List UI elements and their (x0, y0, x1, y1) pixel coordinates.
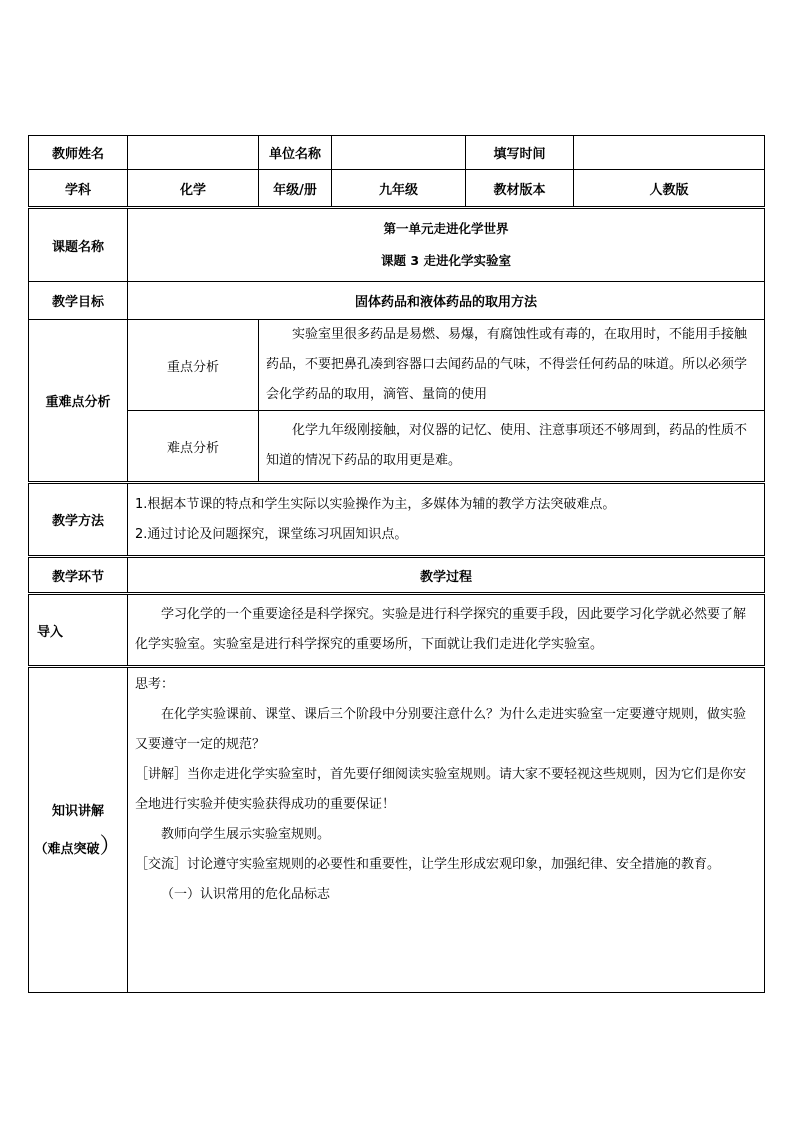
intro-paragraph: 学习化学的一个重要途径是科学探究。实验是进行科学探究的重要手段，因此要学习化学就必然要了解化学实验室。实验室是进行科学探究的重要场所，下面就让我们走进化学实验室。 (135, 607, 747, 652)
intro-value (128, 594, 765, 667)
topic-unit-title: 第一单元走进化学世界 (383, 221, 509, 236)
unit-name-label: 单位名称 (259, 136, 332, 170)
teacher-name-label: 教师姓名 (29, 136, 128, 170)
process-step-label: 教学环节 (29, 557, 128, 594)
knowledge-sublabel-close: ） (99, 834, 122, 859)
intro-label: 导入 (29, 594, 128, 667)
topic-lesson-title: 课题 3 走进化学实验室 (381, 253, 511, 268)
unit-name-value (332, 136, 466, 170)
objective-row (29, 282, 765, 320)
topic-value (128, 208, 765, 282)
method-item-2: 2.通过讨论及问题探究，课堂练习巩固知识点。 (135, 526, 408, 542)
difficult-point-text (259, 411, 765, 483)
intro-row (29, 594, 765, 667)
difficult-point-paragraph: 化学九年级刚接触，对仪器的记忆、使用、注意事项还不够周到，药品的性质不知道的情况下药品的取用更是难。 (266, 423, 748, 468)
think-question: 在化学实验课前、课堂、课后三个阶段中分别要注意什么？为什么走进实验室一定要遵守规则，做实验又要遵守一定的规范？ (135, 707, 747, 752)
objective-value: 固体药品和液体药品的取用方法 (128, 282, 765, 320)
knowledge-content (128, 667, 765, 993)
teacher-name-value (128, 136, 259, 170)
explain-paragraph: ［讲解］当你走进化学实验室时，首先要仔细阅读实验室规则。请大家不要轻视这些规则，因为它们是你安全地进行实验并使实验获得成功的重要保证！ (135, 767, 747, 812)
key-difficult-label: 重难点分析 (29, 320, 128, 483)
section-heading: （一）认识常用的危化品标志 (161, 887, 331, 902)
key-point-row (29, 320, 765, 411)
knowledge-row (29, 667, 765, 993)
subject-value: 化学 (128, 170, 259, 208)
key-point-paragraph: 实验室里很多药品是易燃、易爆，有腐蚀性或有毒的，在取用时，不能用手接触药品，不要把鼻孔凑到容器口去闻药品的气味，不得尝任何药品的味道。所以必须学会化学药品的取用，滴管、量筒的使用 (266, 327, 748, 402)
exchange-paragraph: ［交流］讨论遵守实验室规则的必要性和重要性，让学生形成宏观印象，加强纪律、安全措施的教育。 (135, 857, 721, 872)
objective-label: 教学目标 (29, 282, 128, 320)
difficult-point-title: 难点分析 (128, 411, 259, 483)
topic-label: 课题名称 (29, 208, 128, 282)
process-header-row (29, 557, 765, 594)
grade-label: 年级/册 (259, 170, 332, 208)
think-prompt: 思考： (135, 677, 175, 692)
knowledge-sublabel: （难点突破 (34, 842, 100, 857)
lesson-plan-table (28, 135, 765, 993)
process-label: 教学过程 (128, 557, 765, 594)
knowledge-label: 知识讲解 (51, 804, 104, 819)
show-rules-paragraph: 教师向学生展示实验室规则。 (161, 827, 331, 842)
method-value (128, 483, 765, 557)
fill-date-value (574, 136, 765, 170)
fill-date-label: 填写时间 (466, 136, 574, 170)
subject-label: 学科 (29, 170, 128, 208)
grade-value: 九年级 (332, 170, 466, 208)
method-row (29, 483, 765, 557)
knowledge-label-cell (29, 667, 128, 993)
header-row-2 (29, 170, 765, 208)
difficult-point-row (29, 411, 765, 483)
key-point-title: 重点分析 (128, 320, 259, 411)
edition-value: 人教版 (574, 170, 765, 208)
topic-row (29, 208, 765, 282)
method-label: 教学方法 (29, 483, 128, 557)
knowledge-sublabel-wrap (29, 829, 127, 860)
method-item-1: 1.根据本节课的特点和学生实际以实验操作为主，多媒体为辅的教学方法突破难点。 (135, 496, 616, 512)
key-point-text (259, 320, 765, 411)
header-row-1 (29, 136, 765, 170)
edition-label: 教材版本 (466, 170, 574, 208)
